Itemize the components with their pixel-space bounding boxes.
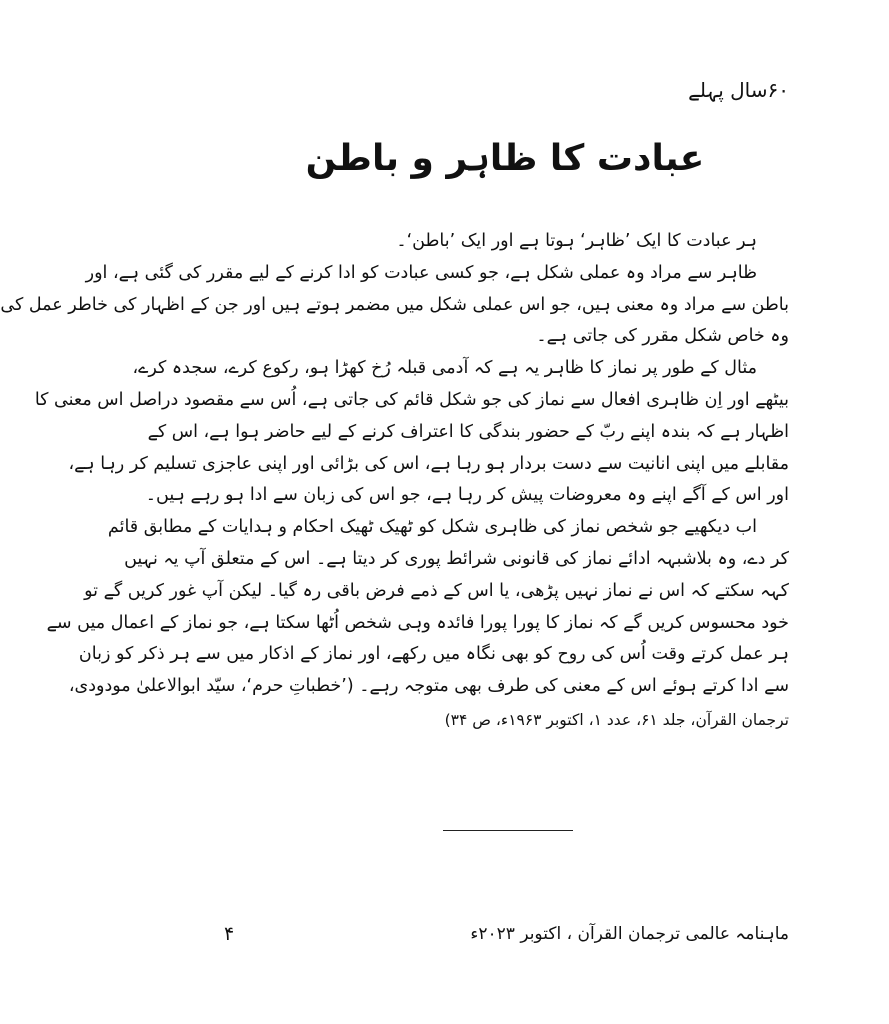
body-line: ہر عمل کرتے وقت اُس کی روح کو بھی نگاہ میں رکھے، اور نماز کے اذکار میں سے ہر ذکر کو زبان [78, 644, 789, 665]
body-line: مقابلے میں اپنی انانیت سے دست بردار ہو رہا ہے، اس کی بڑائی اور اپنی عاجزی تسلیم کر رہا ہے، [68, 453, 789, 474]
body-line: خود محسوس کریں گے کہ نماز کا پورا پورا فائدہ وہی شخص اُٹھا سکتا ہے، جو نماز کے اعمال میں سے [46, 612, 789, 633]
article-title: عبادت کا ظاہر و باطن [305, 138, 705, 179]
source-citation: ترجمان القرآن، جلد ۶۱، عدد ۱، اکتوبر ۱۹۶۳ء، ص ۳۴) [444, 710, 789, 729]
body-line: کہہ سکتے کہ اس نے نماز نہیں پڑھی، یا اس کے ذمے فرض باقی رہ گیا۔ لیکن آپ غور کریں گے تو [84, 580, 789, 601]
body-line: اور اس کے آگے اپنے وہ معروضات پیش کر رہا ہے، جو اس کی زبان سے ادا ہو رہے ہیں۔ [145, 485, 789, 506]
body-line: سے ادا کرتے ہوئے اس کے معنی کی طرف بھی متوجہ رہے۔ (’خطباتِ حرم‘، سیّد ابوالاعلیٰ مودودی، [68, 676, 789, 697]
article-body [0, 226, 789, 737]
body-line: اظہار ہے کہ بندہ اپنے ربّ کے حضور بندگی کا اعتراف کرنے کے لیے حاضر ہوا ہے، اس کے [147, 421, 789, 442]
body-line: وہ خاص شکل مقرر کی جاتی ہے۔ [536, 326, 789, 347]
footer-publication: ماہنامہ عالمی ترجمان القرآن ، اکتوبر ۲۰۲۳ء [470, 924, 789, 944]
body-line: باطن سے مراد وہ معنی ہیں، جو اس عملی شکل میں مضمر ہوتے ہیں اور جن کے اظہار کی خاطر عمل کی [0, 294, 789, 315]
page-number: ۴ [224, 923, 235, 945]
article-lines [0, 226, 789, 703]
section-label: ۶۰سال پہلے [688, 78, 789, 102]
body-line: بیٹھے اور اِن ظاہری افعال سے نماز کی جو شکل قائم کی جاتی ہے، اُس سے مقصود دراصل اس معنی کا [34, 389, 789, 410]
body-line: ظاہر سے مراد وہ عملی شکل ہے، جو کسی عبادت کو ادا کرنے کے لیے مقرر کی گئی ہے، اور [85, 262, 757, 283]
body-line: اب دیکھیے جو شخص نماز کی ظاہری شکل کو ٹھیک ٹھیک احکام و ہدایات کے مطابق قائم [107, 517, 757, 538]
body-line: ہر عبادت کا ایک ’ظاہر‘ ہوتا ہے اور ایک ’باطن‘۔ [396, 231, 757, 251]
separator-rule [443, 830, 573, 831]
body-line: مثال کے طور پر نماز کا ظاہر یہ ہے کہ آدمی قبلہ رُخ کھڑا ہو، رکوع کرے، سجدہ کرے، [132, 358, 757, 379]
body-line: کر دے، وہ بلاشبہہ ادائے نماز کی قانونی شرائط پوری کر دیتا ہے۔ اس کے متعلق آپ یہ نہیں [124, 548, 789, 569]
